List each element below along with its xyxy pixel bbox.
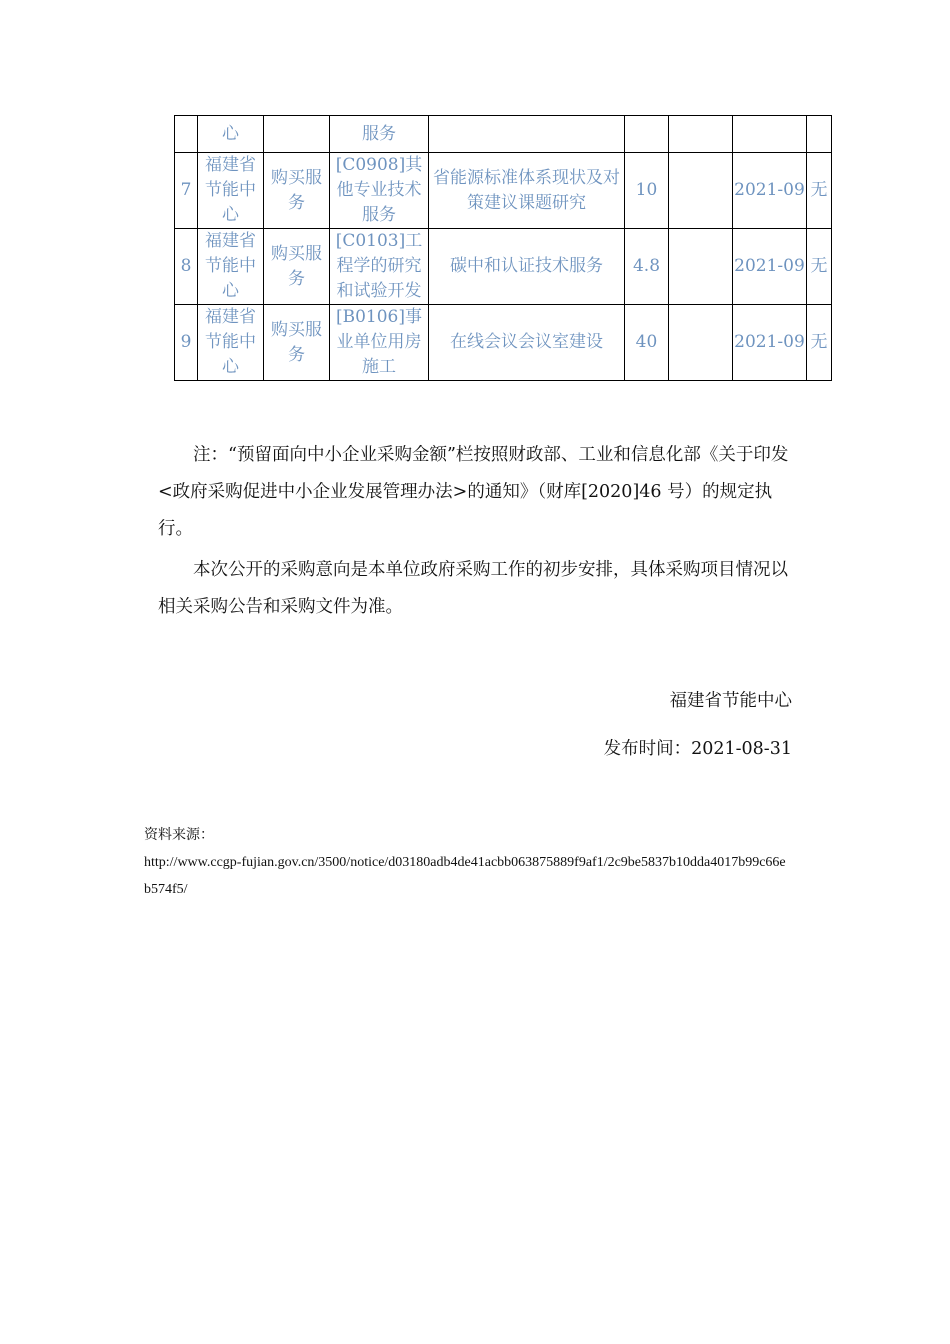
cell-date: 2021-09 (733, 305, 807, 381)
cell-type: 购买服务 (264, 153, 330, 229)
note-paragraph: 注：“预留面向中小企业采购金额”栏按照财政部、工业和信息化部《关于印发<政府采购促进中小企业发展管理办法>的通知》（财库[2020]46 号）的规定执行。 (158, 445, 789, 539)
table-row (175, 229, 832, 305)
cell-project: 碳中和认证技术服务 (429, 229, 625, 305)
cell-no: 9 (175, 305, 198, 381)
cell-project: 在线会议会议室建设 (429, 305, 625, 381)
cell-reserved (669, 305, 733, 381)
disclaimer-paragraph: 本次公开的采购意向是本单位政府采购工作的初步安排，具体采购项目情况以相关采购公告和采购文件为准。 (158, 560, 788, 617)
cell-reserved (669, 153, 733, 229)
table-row (175, 153, 832, 229)
cell-unit: 福建省节能中心 (198, 153, 264, 229)
cell-unit: 福建省节能中心 (198, 229, 264, 305)
publish-date: 发布时间：2021-08-31 (603, 739, 792, 759)
cell-amount: 10 (625, 153, 669, 229)
cell-note: 无 (807, 229, 832, 305)
cell-project: 省能源标准体系现状及对策建议课题研究 (429, 153, 625, 229)
cell-type (264, 116, 330, 153)
table-row-continued (175, 116, 832, 153)
cell-amount: 40 (625, 305, 669, 381)
cell-reserved (669, 116, 733, 153)
cell-category: [B0106]事业单位用房施工 (330, 305, 429, 381)
cell-category: [C0103]工程学的研究和试验开发 (330, 229, 429, 305)
cell-unit: 福建省节能中心 (198, 305, 264, 381)
procurement-table (174, 115, 832, 381)
table-row (175, 305, 832, 381)
cell-type: 购买服务 (264, 305, 330, 381)
cell-category: [C0908]其他专业技术服务 (330, 153, 429, 229)
cell-date (733, 116, 807, 153)
cell-project (429, 116, 625, 153)
source-url-line2[interactable]: b574f5/ (144, 882, 188, 897)
cell-date: 2021-09 (733, 229, 807, 305)
source-url-line1[interactable]: http://www.ccgp-fujian.gov.cn/3500/notice/d03180adb4de41acbb063875889f9af1/2c9be5837b10dda4017b99c66e (144, 855, 786, 870)
cell-unit: 心 (198, 116, 264, 153)
cell-note: 无 (807, 305, 832, 381)
cell-note (807, 116, 832, 153)
cell-date: 2021-09 (733, 153, 807, 229)
cell-amount: 4.8 (625, 229, 669, 305)
cell-type: 购买服务 (264, 229, 330, 305)
cell-note: 无 (807, 153, 832, 229)
cell-reserved (669, 229, 733, 305)
cell-category: 服务 (330, 116, 429, 153)
cell-amount (625, 116, 669, 153)
cell-no (175, 116, 198, 153)
source-label: 资料来源： (144, 828, 214, 843)
cell-no: 7 (175, 153, 198, 229)
signature-org: 福建省节能中心 (669, 691, 792, 711)
cell-no: 8 (175, 229, 198, 305)
